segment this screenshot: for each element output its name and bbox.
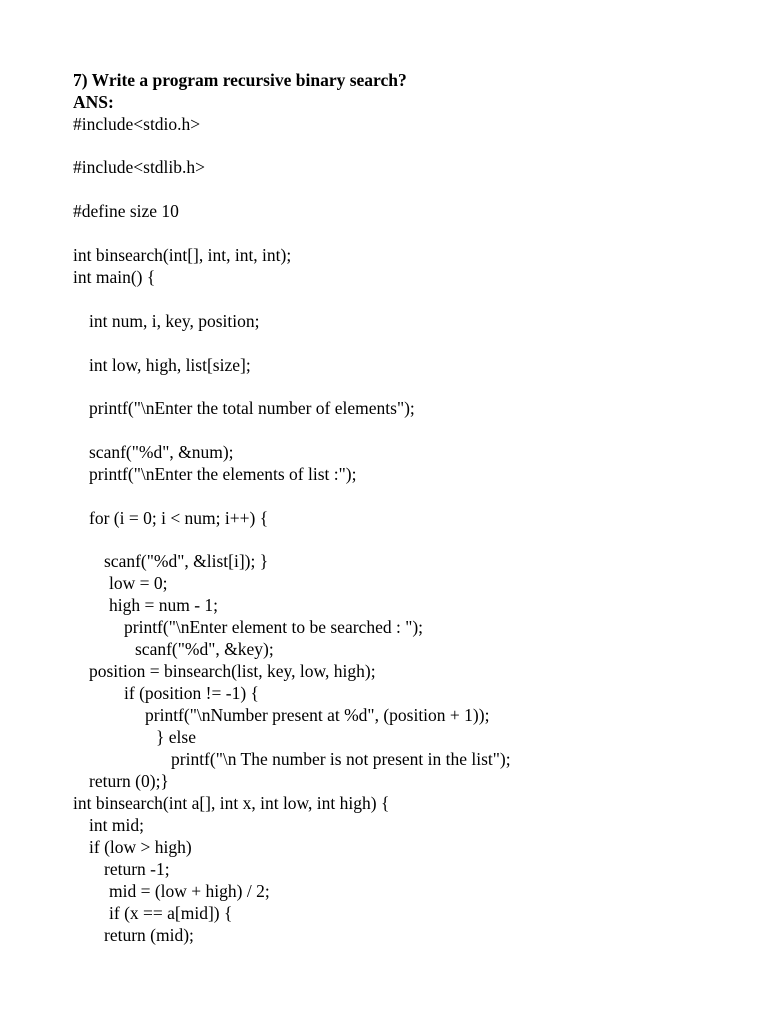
code-line: int main() { — [73, 267, 156, 287]
code-line: #define size 10 — [73, 201, 179, 221]
code-line: } else — [156, 727, 196, 747]
code-line: mid = (low + high) / 2; — [109, 881, 270, 901]
code-line: return -1; — [104, 859, 170, 879]
code-line: int binsearch(int a[], int x, int low, int high) { — [73, 793, 390, 813]
answer-label: ANS: — [73, 92, 114, 112]
code-line: for (i = 0; i < num; i++) { — [89, 508, 269, 528]
code-line: scanf("%d", &key); — [135, 639, 274, 659]
code-line: if (position != -1) { — [124, 683, 259, 703]
code-line: if (low > high) — [89, 837, 192, 857]
code-line: printf("\n The number is not present in the list"); — [171, 749, 511, 769]
code-line: #include<stdio.h> — [73, 114, 201, 134]
code-line: high = num - 1; — [109, 595, 219, 615]
code-line: if (x == a[mid]) { — [109, 903, 233, 923]
code-line: position = binsearch(list, key, low, high); — [89, 661, 376, 681]
code-line: return (mid); — [104, 925, 194, 945]
question-heading: 7) Write a program recursive binary search? — [73, 70, 407, 90]
code-line: return (0);} — [89, 771, 169, 791]
code-line: printf("\nEnter the total number of elements"); — [89, 398, 415, 418]
code-line: scanf("%d", &list[i]); } — [104, 551, 269, 571]
code-line: int num, i, key, position; — [89, 311, 260, 331]
code-line: low = 0; — [109, 573, 168, 593]
code-line: scanf("%d", &num); — [89, 442, 234, 462]
code-line: #include<stdlib.h> — [73, 157, 206, 177]
code-line: int binsearch(int[], int, int, int); — [73, 245, 292, 265]
code-line: printf("\nNumber present at %d", (position + 1)); — [145, 705, 490, 725]
code-line: int low, high, list[size]; — [89, 355, 251, 375]
code-line: printf("\nEnter element to be searched : "); — [124, 617, 424, 637]
code-line: printf("\nEnter the elements of list :"); — [89, 464, 357, 484]
code-line: int mid; — [89, 815, 144, 835]
